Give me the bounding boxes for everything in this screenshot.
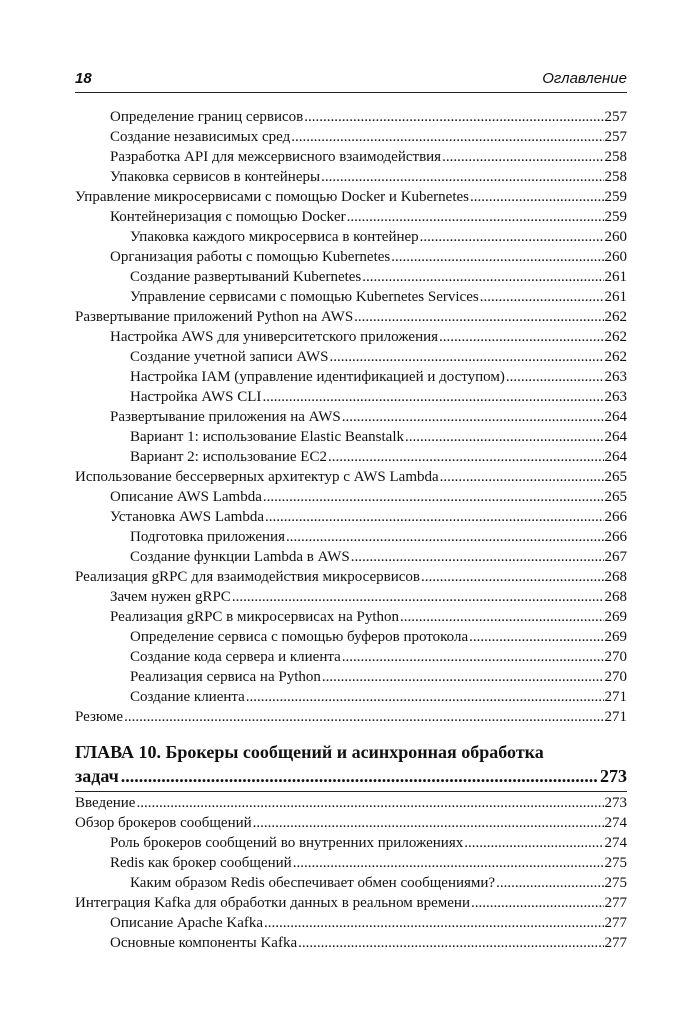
toc-entry[interactable] [75,327,627,347]
toc-entry-title: Реализация gRPC в микросервисах на Python [110,609,399,625]
dot-leader [464,833,603,853]
toc-list-top [75,107,627,727]
toc-entry[interactable] [75,893,627,913]
dot-leader [321,167,603,187]
toc-entry-page: 263 [604,369,627,385]
toc-entry[interactable] [75,627,627,647]
toc-entry-page: 259 [604,209,627,225]
dot-leader [400,607,604,627]
page-header [75,70,627,93]
toc-entry-page: 257 [604,109,627,125]
dot-leader [328,447,604,467]
toc-entry-title: Управление микросервисами с помощью Docker и Kubernetes [75,189,469,205]
toc-entry[interactable] [75,933,627,953]
dot-leader [342,647,604,667]
dot-leader [347,207,604,227]
toc-entry-page: 271 [604,689,627,705]
toc-entry-title: Настройка AWS для университетского приложения [110,329,439,345]
dot-leader [329,347,603,367]
toc-entry-title: Описание Apache Kafka [110,915,264,931]
dot-leader [263,487,604,507]
toc-entry[interactable] [75,547,627,567]
toc-entry-page: 261 [604,269,627,285]
toc-entry[interactable] [75,913,627,933]
dot-leader [351,547,604,567]
toc-entry[interactable] [75,447,627,467]
toc-entry[interactable] [75,347,627,367]
toc-entry-title: Настройка IAM (управление идентификацией и доступом) [130,369,505,385]
chapter-page: 273 [600,766,627,786]
toc-entry-title: Каким образом Redis обеспечивает обмен сообщениями? [130,875,496,891]
toc-entry-page: 264 [604,429,627,445]
toc-entry-title: Создание функции Lambda в AWS [130,549,350,565]
toc-entry-page: 264 [604,409,627,425]
toc-entry-page: 262 [604,349,627,365]
toc-entry[interactable] [75,107,627,127]
dot-leader [246,687,604,707]
toc-entry[interactable] [75,507,627,527]
toc-entry-page: 262 [604,329,627,345]
toc-entry[interactable] [75,247,627,267]
toc-entry[interactable] [75,267,627,287]
toc-entry-title: Роль брокеров сообщений во внутренних приложениях [110,835,464,851]
toc-entry-title: Обзор брокеров сообщений [75,815,252,831]
dot-leader [304,107,603,127]
toc-entry-title: Организация работы с помощью Kubernetes [110,249,391,265]
toc-entry[interactable] [75,127,627,147]
dot-leader [471,893,604,913]
toc-entry-page: 265 [604,489,627,505]
toc-entry-title: Установка AWS Lambda [110,509,264,525]
toc-entry[interactable] [75,427,627,447]
toc-entry[interactable] [75,793,627,813]
toc-entry[interactable] [75,367,627,387]
dot-leader [322,667,604,687]
toc-entry-page: 262 [604,309,627,325]
toc-entry[interactable] [75,607,627,627]
chapter-title-line2 [75,764,627,788]
toc-entry-page: 268 [604,569,627,585]
toc-entry-page: 258 [604,149,627,165]
dot-leader [421,567,603,587]
toc-entry-title: Упаковка каждого микросервиса в контейнер [130,229,419,245]
toc-entry[interactable] [75,873,627,893]
toc-entry-title: Создание развертываний Kubernetes [130,269,362,285]
dot-leader [253,813,604,833]
dot-leader [506,367,604,387]
toc-entry-page: 265 [604,469,627,485]
toc-entry-page: 277 [604,915,627,931]
toc-entry[interactable] [75,833,627,853]
toc-entry[interactable] [75,813,627,833]
toc-entry[interactable] [75,167,627,187]
toc-entry[interactable] [75,707,627,727]
toc-entry-page: 261 [604,289,627,305]
toc-entry-title: Вариант 2: использование EC2 [130,449,327,465]
toc-entry[interactable] [75,407,627,427]
toc-entry-title: Интеграция Kafka для обработки данных в реальном времени [75,895,470,911]
toc-entry-title: Реализация сервиса на Python [130,669,321,685]
chapter-title-cont: задач [75,766,119,786]
dot-leader [121,764,598,788]
toc-entry-title: Развертывание приложений Python на AWS [75,309,354,325]
toc-entry-page: 269 [604,609,627,625]
toc-entry-title: Создание клиента [130,689,245,705]
toc-entry[interactable] [75,227,627,247]
dot-leader [286,527,604,547]
toc-entry[interactable] [75,647,627,667]
toc-entry-page: 269 [604,629,627,645]
dot-leader [480,287,604,307]
toc-entry-page: 274 [604,815,627,831]
toc-entry-title: Контейнеризация с помощью Docker [110,209,346,225]
dot-leader [442,147,603,167]
toc-entry-page: 275 [604,875,627,891]
toc-entry-page: 266 [604,509,627,525]
toc-entry[interactable] [75,307,627,327]
toc-entry-title: Разработка API для межсервисного взаимодействия [110,149,442,165]
toc-entry-page: 274 [604,835,627,851]
toc-entry-title: Вариант 1: использование Elastic Beanstalk [130,429,404,445]
running-title: Оглавление [542,70,627,87]
toc-entry-title: Основные компоненты Kafka [110,935,298,951]
toc-entry-page: 273 [604,795,627,811]
dot-leader [232,587,604,607]
toc-entry[interactable] [75,567,627,587]
toc-entry-title: Определение границ сервисов [110,109,304,125]
dot-leader [470,187,604,207]
toc-entry-page: 277 [604,935,627,951]
toc-entry-title: Описание AWS Lambda [110,489,262,505]
toc-entry-title: Реализация gRPC для взаимодействия микросервисов [75,569,421,585]
toc-entry-title: Создание кода сервера и клиента [130,649,341,665]
toc-entry-title: Развертывание приложения на AWS [110,409,341,425]
dot-leader [264,913,603,933]
dot-leader [391,247,603,267]
chapter-rule [75,791,627,792]
dot-leader [262,387,603,407]
dot-leader [342,407,604,427]
toc-entry-page: 271 [604,709,627,725]
toc-entry[interactable] [75,207,627,227]
dot-leader [405,427,604,447]
dot-leader [298,933,603,953]
toc-entry-title: Настройка AWS CLI [130,389,262,405]
toc-entry-page: 266 [604,529,627,545]
toc-entry-page: 277 [604,895,627,911]
dot-leader [420,227,604,247]
toc-entry[interactable] [75,387,627,407]
dot-leader [362,267,603,287]
toc-entry[interactable] [75,587,627,607]
toc-entry[interactable] [75,187,627,207]
dot-leader [354,307,603,327]
dot-leader [496,873,603,893]
page-number: 18 [75,70,92,87]
toc-list-bottom [75,793,627,953]
toc-entry-page: 260 [604,249,627,265]
dot-leader [469,627,603,647]
toc-entry-title: Redis как брокер сообщений [110,855,292,871]
dot-leader [440,467,604,487]
toc-entry-title: Использование бессерверных архитектур с AWS Lambda [75,469,439,485]
toc-entry-title: Упаковка сервисов в контейнеры [110,169,321,185]
toc-entry[interactable] [75,147,627,167]
toc-entry-page: 275 [604,855,627,871]
toc-entry-title: Определение сервиса с помощью буферов протокола [130,629,469,645]
chapter-title-line1: ГЛАВА 10. Брокеры сообщений и асинхронная обработка [75,742,544,762]
toc-entry-page: 270 [604,649,627,665]
toc-entry-title: Подготовка приложения [130,529,285,545]
toc-entry[interactable] [75,853,627,873]
dot-leader [291,127,603,147]
toc-entry-page: 259 [604,189,627,205]
toc-entry-title: Создание независимых сред [110,129,291,145]
toc-entry-title: Введение [75,795,136,811]
toc-entry[interactable] [75,667,627,687]
dot-leader [136,793,603,813]
dot-leader [293,853,604,873]
toc-entry-page: 264 [604,449,627,465]
dot-leader [124,707,603,727]
toc-entry-title: Зачем нужен gRPC [110,589,231,605]
toc-entry-page: 257 [604,129,627,145]
toc-entry[interactable] [75,287,627,307]
toc-entry[interactable] [75,487,627,507]
toc-entry-page: 263 [604,389,627,405]
dot-leader [265,507,604,527]
toc-entry-page: 270 [604,669,627,685]
toc-entry-title: Создание учетной записи AWS [130,349,329,365]
toc-entry-page: 260 [604,229,627,245]
toc-entry-title: Управление сервисами с помощью Kubernetes Services [130,289,479,305]
toc-entry-page: 258 [604,169,627,185]
toc-entry[interactable] [75,527,627,547]
toc-entry-page: 267 [604,549,627,565]
toc-entry-title: Резюме [75,709,124,725]
chapter-heading[interactable] [75,740,627,792]
toc-entry[interactable] [75,467,627,487]
toc-entry-page: 268 [604,589,627,605]
dot-leader [439,327,603,347]
toc-entry[interactable] [75,687,627,707]
